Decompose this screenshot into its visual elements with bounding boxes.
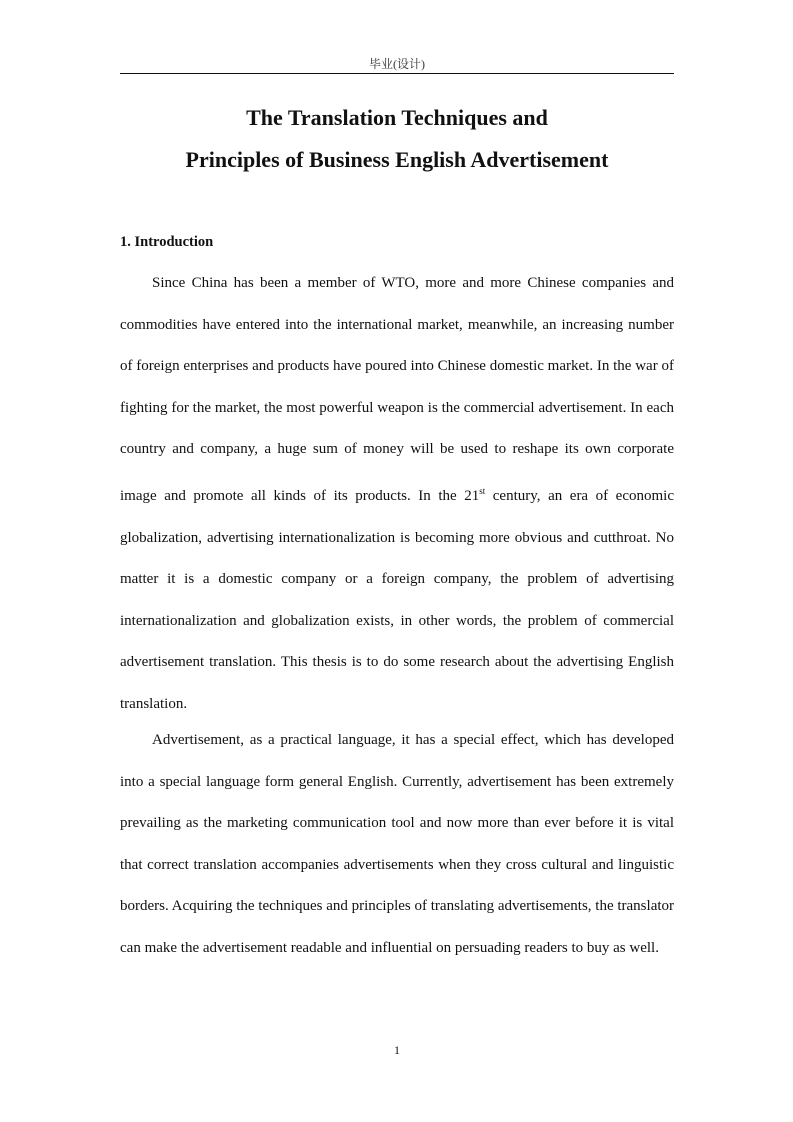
paragraph-2 — [120, 720, 674, 970]
header-divider — [120, 73, 674, 74]
paragraph-1 — [120, 263, 674, 726]
section-heading-introduction: 1. Introduction — [120, 234, 214, 250]
title-line-1: The Translation Techniques and — [246, 105, 548, 130]
title-line-2: Principles of Business English Advertisement — [185, 147, 609, 172]
paragraph-2-text: Advertisement, as a practical language, it has a special effect, which has developed into a special language form general English. Currently, advertisement has been extremely prevailing as the marketing communication tool and now more than ever before it is vital that correct translation accompanies advertisements when they cross cultural and linguistic borders. Acquiring the techniques and principles of translating advertisements, the translator can make the advertisement readable and influential on persuading readers to buy as well. — [120, 732, 675, 956]
paragraph-1-text-start: Since China has been a member of WTO, more and more Chinese companies and commodities have entered into the international market, meanwhile, an increasing number of foreign enterprises and products have poured into Chinese domestic market. In the war of fighting for the market, the most powerful weapon is the commercial advertisement. In each country and company, a huge sum of money will be used to reshape its own corporate image and promote all kinds of its products. In the 21 — [120, 275, 674, 504]
running-header: 毕业(设计) — [369, 57, 425, 71]
page-number: 1 — [394, 1043, 400, 1057]
paragraph-1-text-end: century, an era of economic globalization, advertising internationalization is becoming more obvious and cutthroat. No matter it is a domestic company or a foreign company, the problem of advertising internationalization and globalization exists, in other words, the problem of commercial advertisement translation. This thesis is to do some research about the advertising English translation. — [120, 487, 674, 712]
ordinal-superscript: st — [479, 485, 486, 496]
